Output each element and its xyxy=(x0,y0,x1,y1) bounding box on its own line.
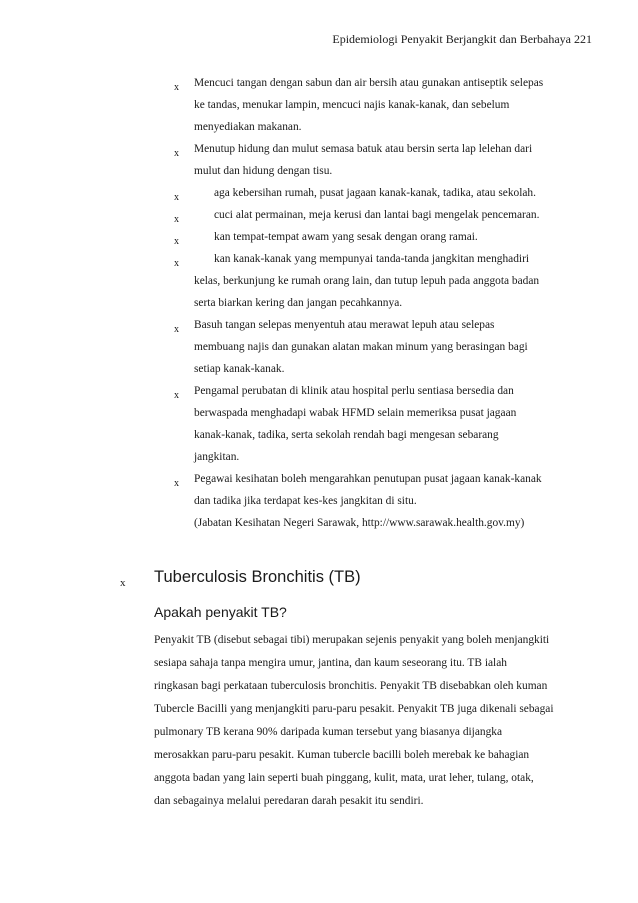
section-bullet-marker: x xyxy=(120,577,126,589)
list-line: Mencuci tangan dengan sabun dan air bersih atau gunakan antiseptik selepas xyxy=(194,77,544,89)
list-line: Menutup hidung dan mulut semasa batuk atau bersin serta lap lelehan dari xyxy=(194,143,533,155)
bullet-marker: x xyxy=(174,478,179,489)
paragraph-line: Tubercle Bacilli yang menjangkiti paru-paru pesakit. Penyakit TB juga dikenali sebagai xyxy=(154,703,554,715)
list-line: setiap kanak-kanak. xyxy=(194,363,285,375)
bullet-marker: x xyxy=(174,258,179,269)
bullet-marker: x xyxy=(174,236,179,247)
list-line: kelas, berkunjung ke rumah orang lain, dan tutup lepuh pada anggota badan xyxy=(194,275,540,287)
bullet-marker: x xyxy=(174,390,179,401)
list-line: dan tadika jika terdapat kes-kes jangkitan di situ. xyxy=(194,495,417,507)
list-line: kanak-kanak, tadika, serta sekolah rendah bagi mengesan sebarang xyxy=(194,429,499,441)
bullet-marker: x xyxy=(174,324,179,335)
list-line: berwaspada menghadapi wabak HFMD selain memeriksa pusat jagaan xyxy=(194,407,517,419)
list-line: mulut dan hidung dengan tisu. xyxy=(194,165,333,177)
list-line: Pengamal perubatan di klinik atau hospital perlu sentiasa bersedia dan xyxy=(194,385,514,397)
bullet-marker: x xyxy=(174,214,179,225)
section-subtitle: Apakah penyakit TB? xyxy=(154,604,287,620)
list-line: ke tandas, menukar lampin, mencuci najis kanak-kanak, dan sebelum xyxy=(194,99,510,111)
list-line: Pegawai kesihatan boleh mengarahkan penutupan pusat jagaan kanak-kanak xyxy=(194,473,542,485)
running-header: Epidemiologi Penyakit Berjangkit dan Berbahaya 221 xyxy=(332,32,592,46)
bullet-marker: x xyxy=(174,192,179,203)
list-line: membuang najis dan gunakan alatan makan minum yang berasingan bagi xyxy=(194,341,528,353)
list-line: serta biarkan kering dan jangan pecahkannya. xyxy=(194,297,403,309)
list-line: cuci alat permainan, meja kerusi dan lantai bagi mengelak pencemaran. xyxy=(214,209,540,221)
list-line: aga kebersihan rumah, pusat jagaan kanak-kanak, tadika, atau sekolah. xyxy=(214,187,536,199)
section-title: Tuberculosis Bronchitis (TB) xyxy=(154,568,361,586)
paragraph-line: dan sebagainya melalui peredaran darah pesakit itu sendiri. xyxy=(154,795,424,807)
paragraph-line: anggota badan yang lain seperti buah pinggang, kulit, mata, urat leher, tulang, otak, xyxy=(154,772,534,784)
paragraph-line: ringkasan bagi perkataan tuberculosis bronchitis. Penyakit TB disebabkan oleh kuman xyxy=(154,680,548,692)
paragraph-line: pulmonary TB kerana 90% daripada kuman tersebut yang biasanya dijangka xyxy=(154,726,503,738)
list-line: kan kanak-kanak yang mempunyai tanda-tanda jangkitan menghadiri xyxy=(214,253,530,265)
list-line: kan tempat-tempat awam yang sesak dengan orang ramai. xyxy=(214,231,478,243)
citation: (Jabatan Kesihatan Negeri Sarawak, http://www.sarawak.health.gov.my) xyxy=(194,517,525,529)
paragraph-line: sesiapa sahaja tanpa mengira umur, jantina, dan kaum seseorang itu. TB ialah xyxy=(154,657,507,669)
list-line: Basuh tangan selepas menyentuh atau merawat lepuh atau selepas xyxy=(194,319,495,331)
list-line: menyediakan makanan. xyxy=(194,121,302,133)
paragraph-line: Penyakit TB (disebut sebagai tibi) merupakan sejenis penyakit yang boleh menjangkiti xyxy=(154,634,550,646)
paragraph-line: merosakkan paru-paru pesakit. Kuman tubercle bacilli boleh merebak ke bahagian xyxy=(154,749,530,761)
list-line: jangkitan. xyxy=(194,451,240,463)
bullet-marker: x xyxy=(174,82,179,93)
bullet-marker: x xyxy=(174,148,179,159)
